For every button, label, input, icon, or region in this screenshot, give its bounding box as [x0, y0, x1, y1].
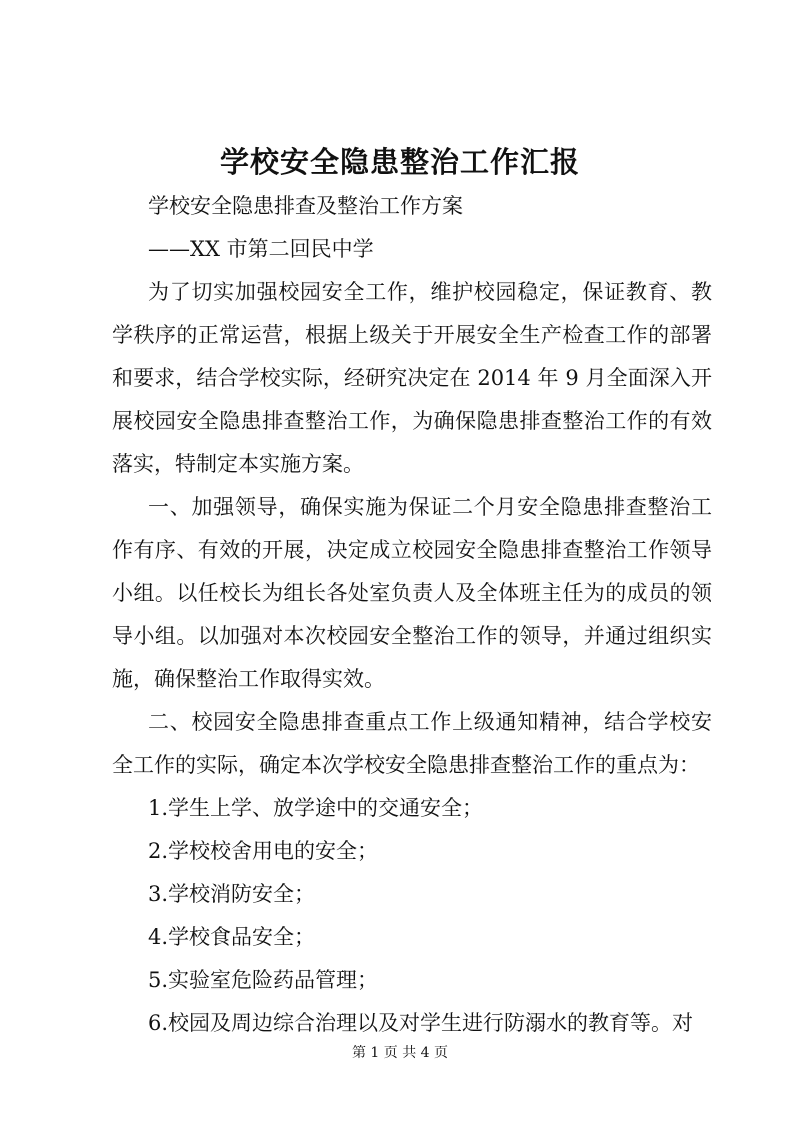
- document-title: 学校安全隐患整治工作汇报: [219, 145, 580, 179]
- subtitle-line: 学校安全隐患排查及整治工作方案: [148, 194, 463, 218]
- list-item: 5.实验室危险药品管理；: [148, 968, 379, 992]
- list-item: 3.学校消防安全；: [148, 882, 316, 906]
- paragraph-key-points: 二、校园安全隐患排查重点工作上级通知精神，结合学校安全工作的实际，确定本次学校安全隐患排查整治工作的重点为：: [112, 710, 712, 777]
- paragraph-intro: 为了切实加强校园安全工作，维护校园稳定，保证教育、教学秩序的正常运营，根据上级关于开展安全生产检查工作的部署和要求，结合学校实际，经研究决定在 2014 年 9 月全面深入开展校园安全隐患排查整治工作，为确保隐患排查整治工作的有效落实，特制定本实施方案。: [112, 280, 712, 476]
- page-footer: 第 1 页 共 4 页: [351, 1045, 449, 1061]
- list-item: 6.校园及周边综合治理以及对学生进行防溺水的教育等。对: [148, 1011, 694, 1035]
- document-body: [112, 185, 712, 1045]
- author-line: ——XX 市第二回民中学: [148, 237, 374, 261]
- paragraph-leadership: 一、加强领导，确保实施为保证二个月安全隐患排查整治工作有序、有效的开展，决定成立校园安全隐患排查整治工作领导小组。以任校长为组长各处室负责人及全体班主任为的成员的领导小组。以加强对本次校园安全整治工作的领导，并通过组织实施，确保整治工作取得实效。: [112, 495, 712, 691]
- list-item: 4.学校食品安全；: [148, 925, 316, 949]
- list-item: 2.学校校舍用电的安全；: [148, 839, 379, 863]
- list-item: 1.学生上学、放学途中的交通安全；: [148, 796, 484, 820]
